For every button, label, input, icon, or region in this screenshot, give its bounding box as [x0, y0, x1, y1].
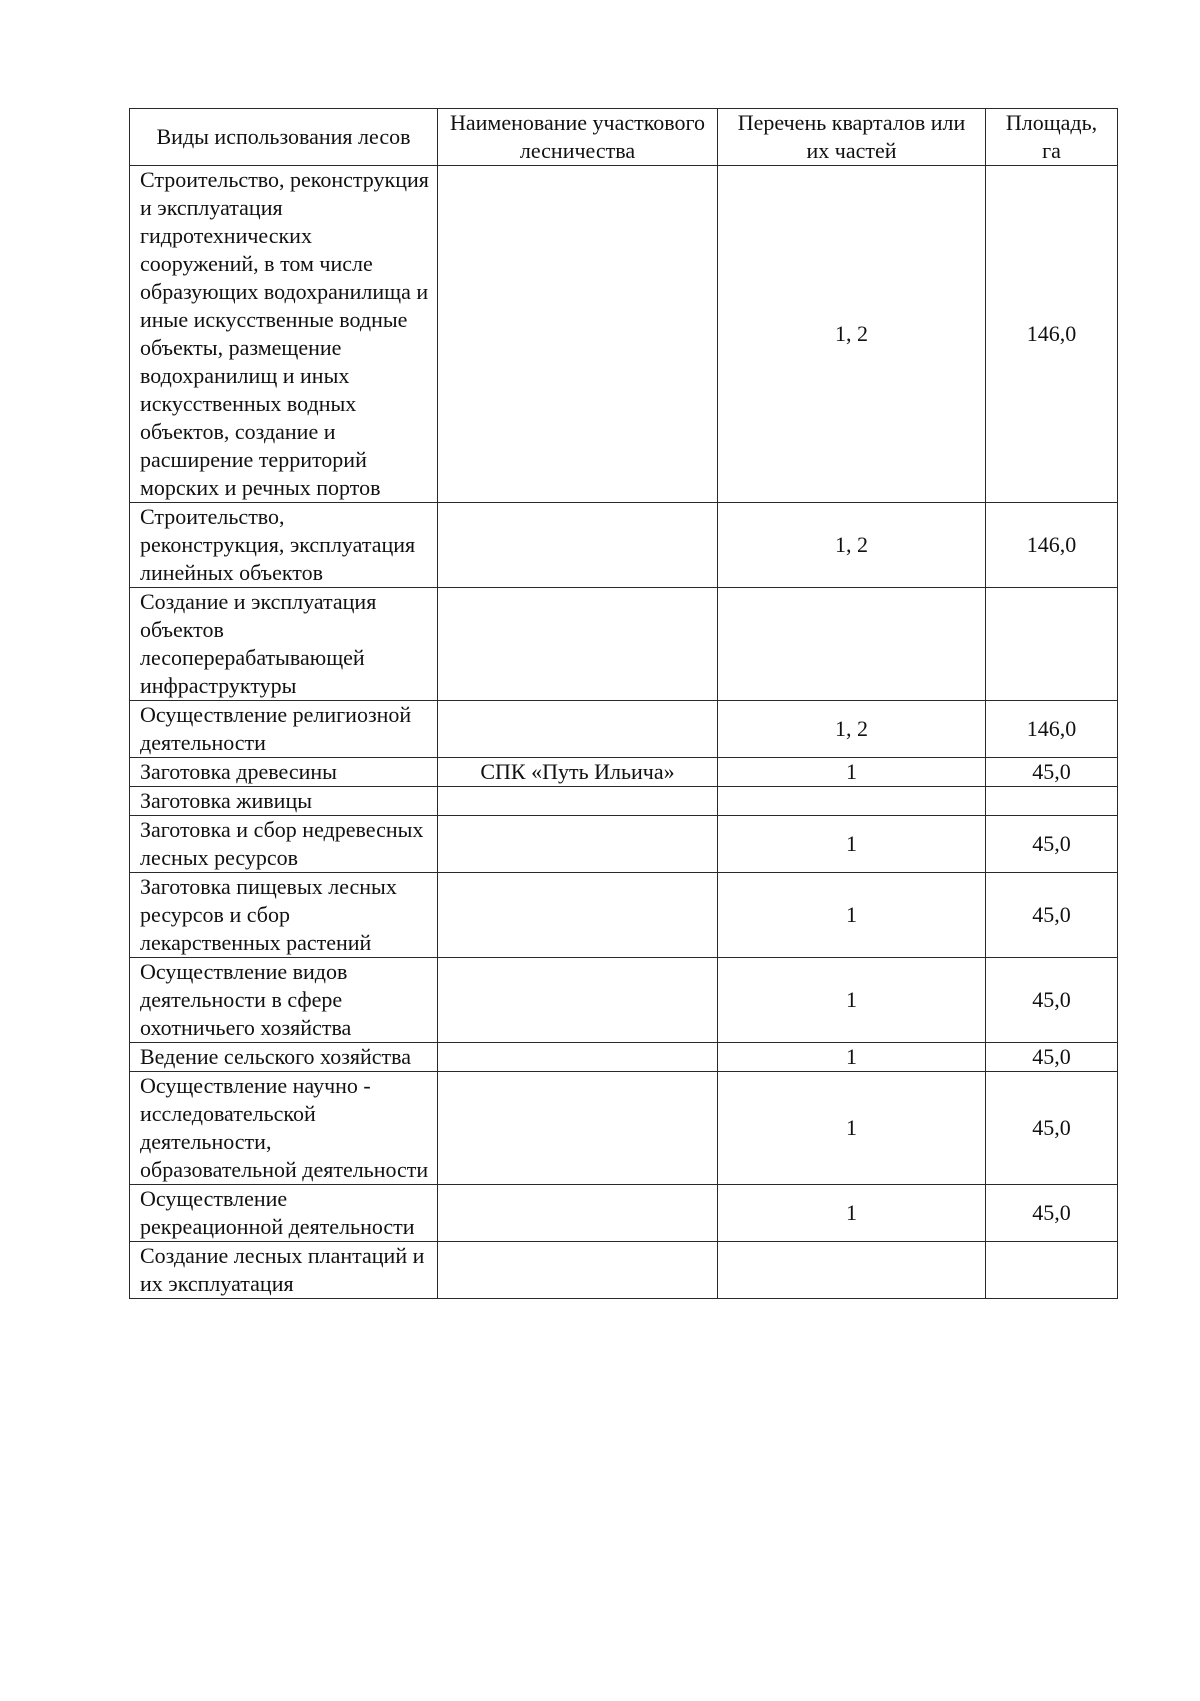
area-cell: 45,0: [986, 1072, 1118, 1185]
quarters-cell: [718, 588, 986, 701]
table-row: [130, 1043, 1118, 1072]
header-forestry-name: Наименование участкового лесничества: [438, 109, 718, 166]
quarters-cell: [718, 787, 986, 816]
quarters-cell: 1: [718, 1072, 986, 1185]
header-quarters-list: Перечень кварталов или их частей: [718, 109, 986, 166]
forestry-cell: [438, 873, 718, 958]
use-type-cell: Заготовка и сбор недревесных лесных ресурсов: [130, 816, 438, 873]
table-row: [130, 758, 1118, 787]
use-type-cell: Осуществление рекреационной деятельности: [130, 1185, 438, 1242]
forestry-cell: [438, 503, 718, 588]
header-area: Площадь, га: [986, 109, 1118, 166]
area-cell: 45,0: [986, 1043, 1118, 1072]
forestry-cell: [438, 1043, 718, 1072]
forestry-cell: [438, 1072, 718, 1185]
area-cell: 45,0: [986, 1185, 1118, 1242]
table-row: [130, 588, 1118, 701]
table-row: [130, 873, 1118, 958]
area-cell: [986, 787, 1118, 816]
quarters-cell: 1: [718, 873, 986, 958]
use-type-cell: Строительство, реконструкция и эксплуатация гидротехнических сооружений, в том числе образующих водохранилища и иные искусственные водные объекты, размещение водохранилищ и иных искусственных водных объектов, создание и расширение территорий морских и речных портов: [130, 166, 438, 503]
use-type-cell: Осуществление видов деятельности в сфере охотничьего хозяйства: [130, 958, 438, 1043]
table-row: [130, 1185, 1118, 1242]
use-type-cell: Заготовка пищевых лесных ресурсов и сбор лекарственных растений: [130, 873, 438, 958]
quarters-cell: 1: [718, 1185, 986, 1242]
area-cell: [986, 588, 1118, 701]
area-cell: 45,0: [986, 758, 1118, 787]
area-cell: [986, 1242, 1118, 1299]
quarters-cell: [718, 1242, 986, 1299]
use-type-cell: Строительство, реконструкция, эксплуатация линейных объектов: [130, 503, 438, 588]
use-type-cell: Создание и эксплуатация объектов лесоперерабатывающей инфраструктуры: [130, 588, 438, 701]
table-row: [130, 701, 1118, 758]
use-type-cell: Заготовка живицы: [130, 787, 438, 816]
use-type-cell: Заготовка древесины: [130, 758, 438, 787]
table-row: [130, 787, 1118, 816]
forestry-cell: [438, 787, 718, 816]
quarters-cell: 1: [718, 958, 986, 1043]
use-type-cell: Ведение сельского хозяйства: [130, 1043, 438, 1072]
area-cell: 146,0: [986, 701, 1118, 758]
area-cell: 45,0: [986, 873, 1118, 958]
header-use-type: Виды использования лесов: [130, 109, 438, 166]
forestry-cell: [438, 588, 718, 701]
use-type-cell: Осуществление научно - исследовательской деятельности, образовательной деятельности: [130, 1072, 438, 1185]
table-row: [130, 958, 1118, 1043]
quarters-cell: 1: [718, 758, 986, 787]
table-row: [130, 166, 1118, 503]
quarters-cell: 1: [718, 816, 986, 873]
forestry-cell: [438, 1242, 718, 1299]
forest-use-table: [129, 108, 1118, 1299]
forestry-cell: СПК «Путь Ильича»: [438, 758, 718, 787]
area-cell: 146,0: [986, 166, 1118, 503]
table-header-row: [130, 109, 1118, 166]
forestry-cell: [438, 958, 718, 1043]
forestry-cell: [438, 701, 718, 758]
forestry-cell: [438, 816, 718, 873]
table-row: [130, 1242, 1118, 1299]
forestry-cell: [438, 1185, 718, 1242]
area-cell: 45,0: [986, 816, 1118, 873]
quarters-cell: 1, 2: [718, 503, 986, 588]
forestry-cell: [438, 166, 718, 503]
area-cell: 146,0: [986, 503, 1118, 588]
table-row: [130, 1072, 1118, 1185]
quarters-cell: 1: [718, 1043, 986, 1072]
use-type-cell: Осуществление религиозной деятельности: [130, 701, 438, 758]
quarters-cell: 1, 2: [718, 166, 986, 503]
quarters-cell: 1, 2: [718, 701, 986, 758]
table-row: [130, 816, 1118, 873]
area-cell: 45,0: [986, 958, 1118, 1043]
use-type-cell: Создание лесных плантаций и их эксплуатация: [130, 1242, 438, 1299]
table-row: [130, 503, 1118, 588]
